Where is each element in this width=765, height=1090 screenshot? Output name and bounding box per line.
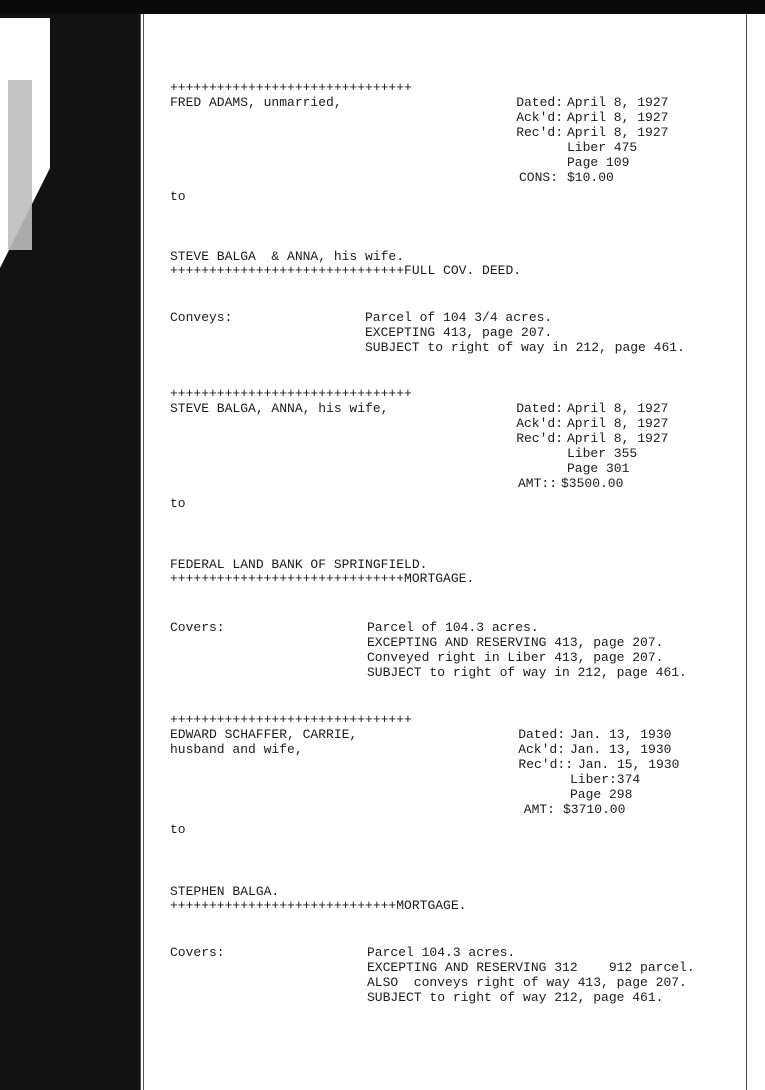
meta-value: April 8, 1927: [567, 431, 669, 446]
meta-value: April 8, 1927: [567, 110, 669, 125]
meta-label: Dated:: [518, 727, 565, 742]
to-word: to: [170, 189, 186, 204]
meta-label: Rec'd:: [516, 431, 563, 446]
grantor: STEVE BALGA, ANNA, his wife,: [170, 401, 389, 416]
record-separator: +++++++++++++++++++++++++++++++: [170, 386, 412, 401]
meta-label: AMT::: [517, 476, 557, 491]
meta-label: Ack'd:: [518, 742, 565, 757]
meta-value: Page 298: [570, 787, 633, 802]
meta-value: $3710.00: [563, 802, 626, 817]
to-word: to: [170, 822, 186, 837]
record-separator: +++++++++++++++++++++++++++++++: [170, 712, 412, 727]
meta-value: Page 109: [567, 155, 630, 170]
grantee: FEDERAL LAND BANK OF SPRINGFIELD.: [170, 557, 428, 572]
instrument-line: ++++++++++++++++++++++++++++++FULL COV. DEED.: [170, 263, 522, 278]
clause-line: EXCEPTING AND RESERVING 312 912 parcel.: [367, 960, 695, 975]
grantee: STEVE BALGA & ANNA, his wife.: [170, 249, 405, 264]
to-word: to: [170, 496, 186, 511]
meta-label: Rec'd::: [518, 757, 573, 772]
abstract-page: [140, 14, 747, 1090]
clause-line: Parcel 104.3 acres.: [367, 945, 516, 960]
grantor: husband and wife,: [170, 742, 303, 757]
instrument-line: +++++++++++++++++++++++++++++MORTGAGE.: [170, 898, 467, 913]
clause-label: Covers:: [170, 945, 225, 960]
meta-value: Liber 355: [567, 446, 638, 461]
grantee: STEPHEN BALGA.: [170, 884, 280, 899]
meta-label: Dated:: [516, 401, 563, 416]
meta-value: Liber:374: [570, 772, 641, 787]
meta-value: $10.00: [567, 170, 614, 185]
meta-value: Jan. 15, 1930: [578, 757, 680, 772]
clause-line: Conveyed right in Liber 413, page 207.: [367, 650, 664, 665]
clause-line: Parcel of 104 3/4 acres.: [365, 310, 553, 325]
meta-value: April 8, 1927: [567, 125, 669, 140]
clause-line: SUBJECT to right of way 212, page 461.: [367, 990, 664, 1005]
grantor: EDWARD SCHAFFER, CARRIE,: [170, 727, 358, 742]
meta-value: Jan. 13, 1930: [570, 742, 672, 757]
meta-value: April 8, 1927: [567, 416, 669, 431]
meta-label: Dated:: [516, 95, 563, 110]
meta-value: Jan. 13, 1930: [570, 727, 672, 742]
meta-value: $3500.00: [561, 476, 624, 491]
clause-line: EXCEPTING 413, page 207.: [365, 325, 553, 340]
meta-label: AMT:: [523, 802, 555, 817]
clause-label: Conveys:: [170, 310, 233, 325]
grantor: FRED ADAMS, unmarried,: [170, 95, 342, 110]
record-separator: +++++++++++++++++++++++++++++++: [170, 80, 412, 95]
clause-line: SUBJECT to right of way in 212, page 461.: [367, 665, 687, 680]
meta-value: April 8, 1927: [567, 401, 669, 416]
meta-value: Page 301: [567, 461, 630, 476]
clause-line: Parcel of 104.3 acres.: [367, 620, 539, 635]
binder-tab: [8, 80, 32, 250]
instrument-line: ++++++++++++++++++++++++++++++MORTGAGE.: [170, 571, 475, 586]
clause-line: SUBJECT to right of way in 212, page 461.: [365, 340, 685, 355]
clause-line: ALSO conveys right of way 413, page 207.: [367, 975, 687, 990]
clause-line: EXCEPTING AND RESERVING 413, page 207.: [367, 635, 664, 650]
meta-label: CONS:: [518, 170, 558, 185]
meta-value: Liber 475: [567, 140, 638, 155]
meta-label: Ack'd:: [516, 110, 563, 125]
scan-top-border: [0, 0, 765, 14]
meta-label: Ack'd:: [516, 416, 563, 431]
scan-bottom-mark: [6, 1084, 36, 1087]
meta-label: Rec'd:: [516, 125, 563, 140]
meta-value: April 8, 1927: [567, 95, 669, 110]
clause-label: Covers:: [170, 620, 225, 635]
